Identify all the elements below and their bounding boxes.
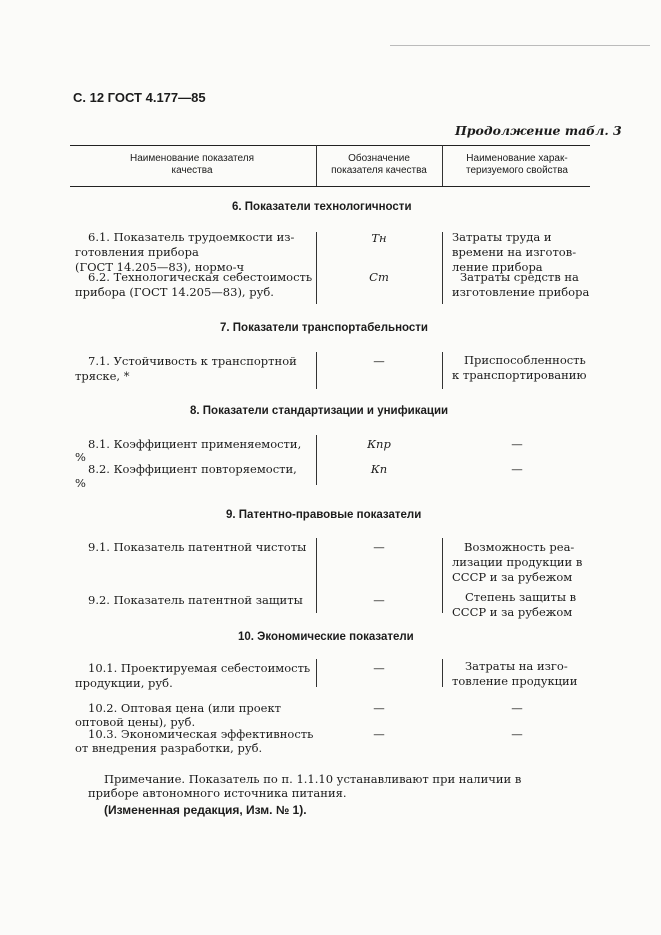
row-name-line: 6.1. Показатель трудоемкости из-	[88, 230, 295, 244]
table-note	[104, 772, 521, 786]
row-symbol: Кпр	[367, 437, 391, 451]
row-name-line: продукции, руб.	[75, 676, 173, 690]
row-name	[75, 369, 129, 384]
row-property: —	[511, 437, 523, 451]
row-name-line: 9.2. Показатель патентной защиты	[88, 593, 303, 607]
table-continuation-label: Продолжение табл. 3	[455, 123, 622, 138]
row-property-line: Степень защиты в	[465, 590, 577, 604]
row-symbol: Тн	[371, 231, 387, 245]
row-name	[88, 540, 306, 555]
row-name	[75, 676, 173, 691]
table-header-rule	[70, 186, 590, 187]
column-divider	[316, 538, 317, 613]
row-name	[88, 701, 281, 716]
page-header: С. 12 ГОСТ 4.177—85	[73, 90, 206, 105]
row-symbol: —	[373, 593, 385, 607]
row-property	[452, 540, 582, 585]
row-property-line: товление продукции	[452, 674, 578, 688]
row-name-line: 9.1. Показатель патентной чистоты	[88, 540, 307, 554]
row-name-line: (ГОСТ 14.205—83), нормо-ч	[75, 260, 245, 274]
row-symbol: —	[373, 540, 385, 554]
row-name	[75, 476, 86, 491]
section-title: 10. Экономические показатели	[238, 631, 414, 643]
column-header-line: Обозначение	[348, 153, 410, 164]
row-name-line: 8.1. Коэффициент применяемости,	[88, 437, 302, 451]
row-name	[88, 270, 312, 285]
row-name	[75, 450, 86, 465]
column-header-name	[72, 153, 312, 177]
header-divider-2	[442, 145, 443, 186]
row-symbol: —	[373, 661, 385, 675]
row-property-line: Возможность реа-	[464, 540, 575, 554]
row-name-line: 6.2. Технологическая себестоимость	[88, 270, 313, 284]
row-property: —	[511, 701, 523, 715]
section-title: 9. Патентно-правовые показатели	[226, 509, 422, 521]
row-name	[88, 230, 294, 245]
row-name	[88, 462, 297, 477]
column-divider	[316, 232, 317, 304]
row-name-line: тряске, *	[75, 369, 130, 383]
row-name-line: 10.2. Оптовая цена (или проект	[88, 701, 281, 715]
row-name-line: %	[75, 476, 86, 490]
row-symbol: —	[373, 354, 385, 368]
column-header-symbol	[318, 153, 440, 177]
note-line: приборе автономного источника питания.	[88, 786, 347, 800]
row-property	[452, 270, 590, 300]
column-header-line: теризуемого свойства	[466, 165, 568, 176]
row-name-line: оптовой цены), руб.	[75, 715, 196, 729]
row-name	[75, 741, 262, 756]
row-property: —	[511, 462, 523, 476]
row-property-line: изготовление прибора	[452, 285, 590, 299]
row-symbol: —	[373, 701, 385, 715]
header-divider-1	[316, 145, 317, 186]
row-name-line: прибора (ГОСТ 14.205—83), руб.	[75, 285, 274, 299]
column-divider	[442, 538, 443, 613]
column-header-line: Наименование харак-	[466, 153, 568, 164]
row-property-line: ление прибора	[452, 260, 543, 274]
row-name	[88, 437, 301, 452]
row-property-line: времени на изготов-	[452, 245, 577, 259]
column-header-line: показателя качества	[331, 165, 427, 176]
row-symbol: —	[373, 727, 385, 741]
row-property-line: Затраты труда и	[452, 230, 552, 244]
scan-edge-mark	[390, 45, 650, 46]
table-top-rule	[70, 145, 590, 146]
row-name	[75, 285, 274, 300]
section-title: 7. Показатели транспортабельности	[220, 322, 428, 334]
column-header-line: качества	[171, 165, 213, 176]
row-name	[88, 727, 313, 742]
row-property-line: СССР и за рубежом	[452, 570, 573, 584]
column-divider	[442, 232, 443, 304]
row-property	[452, 230, 576, 275]
row-symbol: Ст	[369, 270, 389, 284]
column-divider	[442, 352, 443, 389]
row-name	[88, 661, 310, 676]
section-title: 6. Показатели технологичности	[232, 201, 412, 213]
row-property-line: Приспособленность	[464, 353, 586, 367]
note-line: Примечание. Показатель по п. 1.1.10 устанавливают при наличии в	[104, 772, 522, 786]
row-property	[452, 590, 577, 620]
column-divider	[442, 659, 443, 687]
amendment-note: (Измененная редакция, Изм. № 1).	[104, 803, 307, 817]
row-symbol: Кп	[370, 462, 388, 476]
row-name	[88, 593, 303, 608]
row-name-line: 7.1. Устойчивость к транспортной	[88, 354, 297, 368]
column-header-property	[446, 153, 588, 177]
row-property-line: Затраты на изго-	[465, 659, 568, 673]
row-property-line: СССР и за рубежом	[452, 605, 573, 619]
column-header-line: Наименование показателя	[130, 153, 254, 164]
row-property	[452, 353, 587, 383]
row-name	[88, 354, 297, 369]
column-divider	[316, 435, 317, 485]
row-property-line: Затраты средств на	[460, 270, 579, 284]
row-name-line: 10.3. Экономическая эффективность	[88, 727, 314, 741]
section-title: 8. Показатели стандартизации и унификации	[190, 405, 449, 417]
row-name-line: 10.1. Проектируемая себестоимость	[88, 661, 311, 675]
row-property-line: лизации продукции в	[452, 555, 583, 569]
column-divider	[316, 352, 317, 389]
column-divider	[316, 659, 317, 687]
row-property: —	[511, 727, 523, 741]
row-property	[452, 659, 578, 689]
row-name-line: %	[75, 450, 86, 464]
row-name-line: готовления прибора	[75, 245, 199, 259]
row-name-line: от внедрения разработки, руб.	[75, 741, 263, 755]
table-note	[88, 786, 347, 800]
row-property-line: к транспортированию	[452, 368, 587, 382]
row-name-line: 8.2. Коэффициент повторяемости,	[88, 462, 297, 476]
